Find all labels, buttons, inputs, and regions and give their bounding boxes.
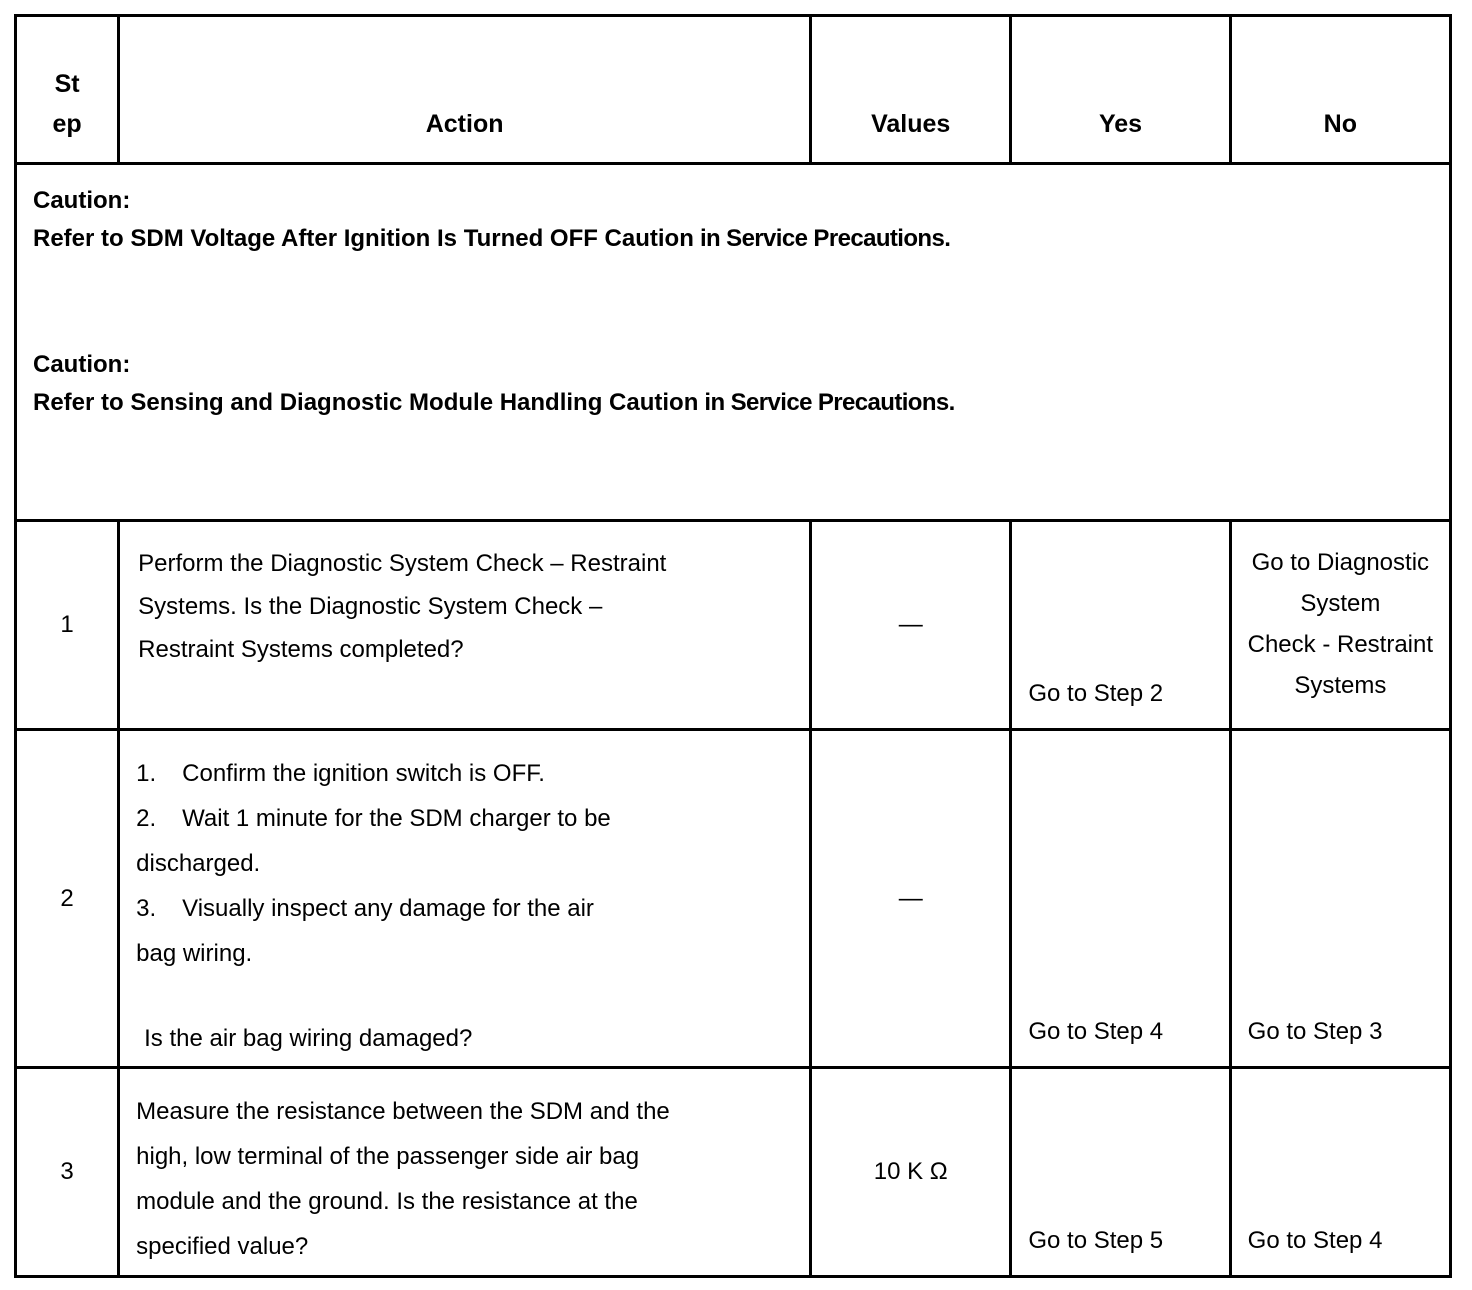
action-cell: Perform the Diagnostic System Check – Restraint Systems. Is the Diagnostic System Check – Restraint Systems completed? bbox=[119, 521, 811, 730]
action-cell: Measure the resistance between the SDM and the high, low terminal of the passenger side air bag module and the ground. Is the resistance at the specified value? bbox=[119, 1068, 811, 1277]
list-item: 1. Confirm the ignition switch is OFF. bbox=[136, 760, 545, 787]
diagnostic-table bbox=[14, 14, 1452, 1278]
yes-cell bbox=[1011, 521, 1230, 730]
yes-cell bbox=[1011, 1068, 1230, 1277]
yes-link[interactable]: Go to Step 4 bbox=[1028, 1018, 1164, 1045]
step-number: 3 bbox=[16, 1068, 119, 1277]
header-step: St ep bbox=[16, 16, 119, 164]
action-cell: 1. Confirm the ignition switch is OFF. 2. Wait 1 minute for the SDM charger to be discharged. 3. Visually inspect any damage for the air bag wiring. Is the air bag wiring damaged? bbox=[119, 730, 811, 1068]
no-cell bbox=[1230, 730, 1450, 1068]
value-cell: — bbox=[811, 521, 1011, 730]
question: Is the air bag wiring damaged? bbox=[144, 1025, 473, 1052]
no-cell bbox=[1230, 1068, 1450, 1277]
header-action: Action bbox=[119, 16, 811, 164]
caution-title: Caution: bbox=[33, 187, 131, 214]
step-number: 1 bbox=[16, 521, 119, 730]
table-row bbox=[16, 521, 1451, 730]
caution-row bbox=[16, 164, 1451, 521]
value-cell: — bbox=[811, 730, 1011, 1068]
header-row bbox=[16, 16, 1451, 164]
header-yes: Yes bbox=[1011, 16, 1230, 164]
yes-link[interactable]: Go to Step 2 bbox=[1028, 680, 1164, 707]
no-cell bbox=[1230, 521, 1450, 730]
header-values: Values bbox=[811, 16, 1011, 164]
no-link[interactable]: Go to Step 3 bbox=[1247, 1018, 1383, 1045]
list-item: 2. Wait 1 minute for the SDM charger to be bbox=[136, 805, 611, 832]
caution-text: Refer to Sensing and Diagnostic Module Handling Caution in Service Precautions. bbox=[33, 389, 955, 416]
caution-cell bbox=[16, 164, 1451, 521]
caution-text: Refer to SDM Voltage After Ignition Is Turned OFF Caution in Service Precautions. bbox=[33, 225, 951, 252]
header-no: No bbox=[1230, 16, 1450, 164]
step-number: 2 bbox=[16, 730, 119, 1068]
yes-cell bbox=[1011, 730, 1230, 1068]
list-item: 3. Visually inspect any damage for the air bbox=[136, 895, 594, 922]
table-row bbox=[16, 730, 1451, 1068]
caution-block bbox=[33, 183, 1433, 259]
caution-block bbox=[33, 347, 1433, 423]
value-cell: 10 K Ω bbox=[811, 1068, 1011, 1277]
yes-link[interactable]: Go to Step 5 bbox=[1028, 1227, 1164, 1254]
caution-title: Caution: bbox=[33, 351, 131, 378]
table-row bbox=[16, 1068, 1451, 1277]
no-link[interactable]: Go to Step 4 bbox=[1247, 1227, 1383, 1254]
no-link[interactable]: Go to Diagnostic System Check - Restraint Systems bbox=[1247, 549, 1434, 699]
